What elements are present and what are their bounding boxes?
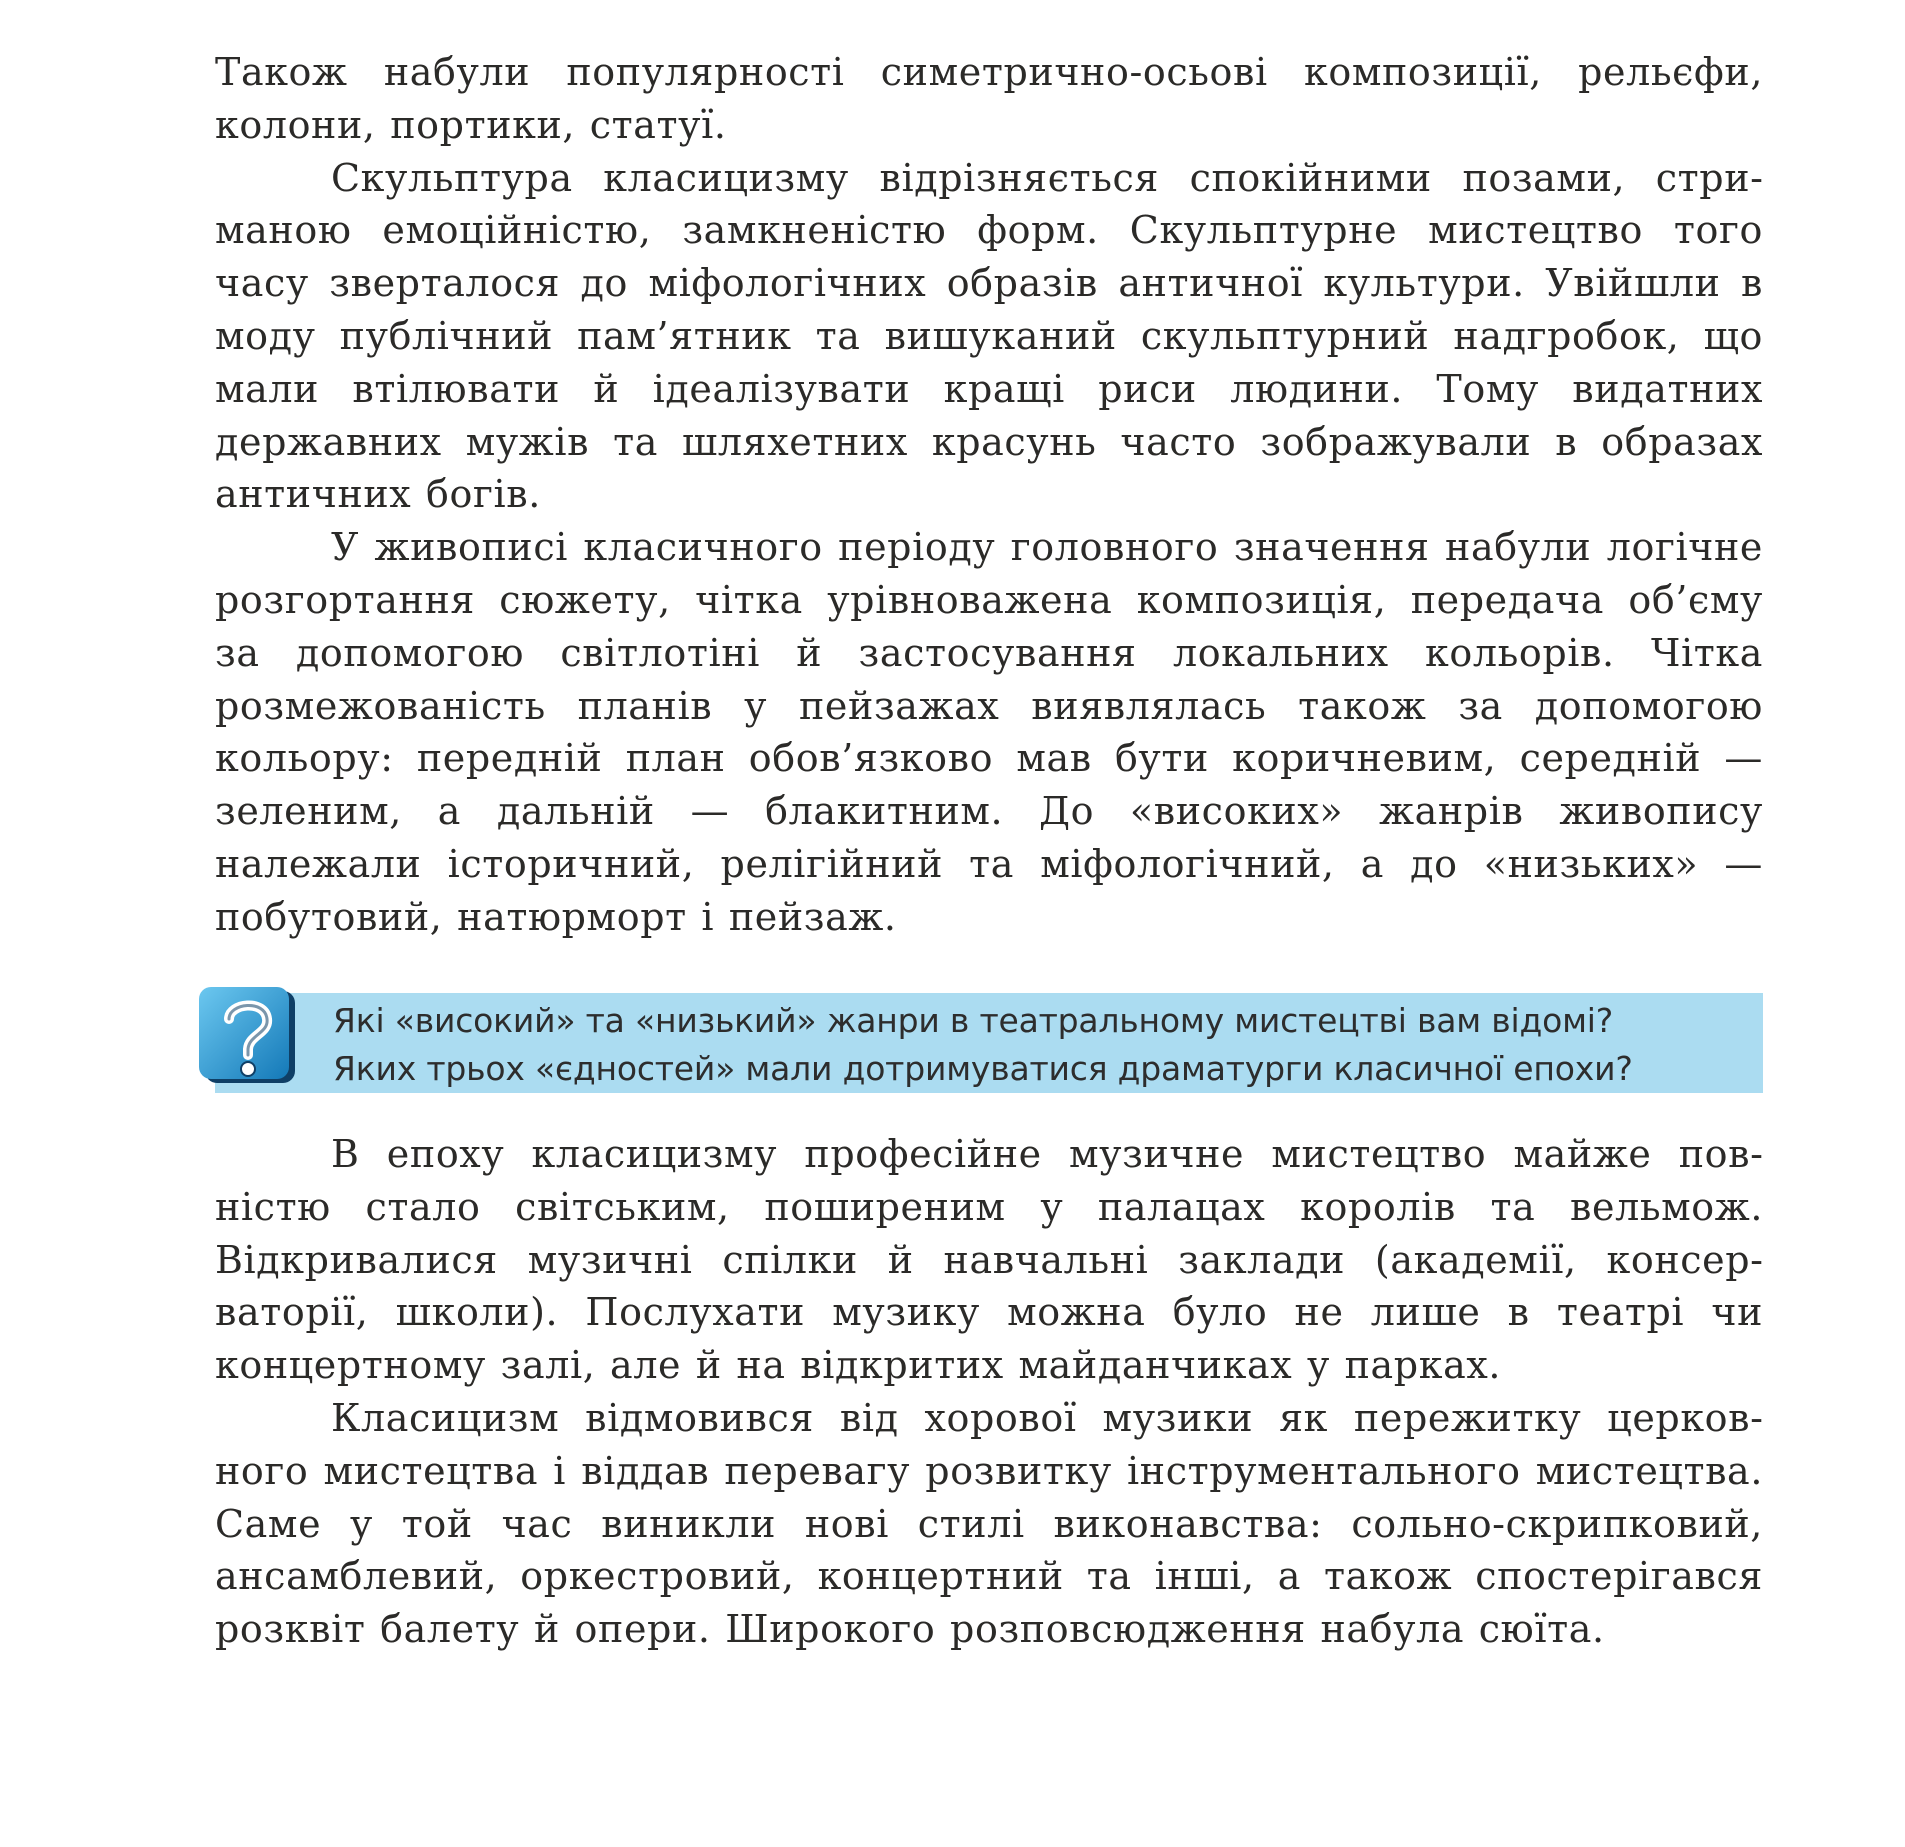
question-box (215, 985, 1763, 1107)
paragraph-sculpture: Скульптура класицизму відрізняється спокійними позами, стриманою емоційністю, замкненістю форм. Скульптурне мистецтво того часу зверталося до міфологічних образів античної культури. Увійшли в моду публічний пам’ятник та вишуканий скульптурний надгробок, що мали втілювати й ідеалізувати кращі риси людини. Тому видатних державних мужів та шляхетних красунь часто зображували в образах античних богів. (215, 155, 1763, 517)
paragraph-architecture: Також набули популярності симетрично-осьові композиції, рельєфи, колони, портики, статуї. (215, 50, 1763, 147)
question-line-genres: Які «високий» та «низький» жанри в театральному мистецтві вам відомі? (333, 1001, 1614, 1040)
paragraph-music: В епоху класицизму професійне музичне мистецтво майже повністю стало світським, поширеним у палацах королів та вельмож. Відкривалися музичні спілки й навчальні заклади (академії, консерваторії, школи). Послухати музику можна було не лише в театрі чи концертному залі, але й на відкритих майданчиках у парках. (215, 1132, 1763, 1388)
question-text (333, 997, 1753, 1093)
paragraph-instrumental: Класицизм відмовився від хорової музики як пережитку церковного мистецтва і віддав перевагу розвитку інструментального мистецтва. Саме у той час виникли нові стилі виконавства: сольно-скрипковий, ансамблевий, оркестровий, концертний та інші, а також спостерігався розквіт балету й опери. Широкого розповсюдження набула сюїта. (215, 1395, 1763, 1652)
paragraph-painting: У живописі класичного періоду головного значення набули логічне розгортання сюжету, чітка урівноважена композиція, передача об’єму за допомогою світлотіні й застосування локальних кольорів. Чітка розмежованість планів у пейзажах виявлялась також за допомогою кольору: передній план обов’язково мав бути коричневим, середній — зеленим, а дальній — блакитним. До «високих» жанрів живопису належали історичний, релігійний та міфологічний, а до «низьких» — побутовий, натюрморт і пейзаж. (215, 525, 1763, 939)
question-line-unities: Яких трьох «єдностей» мали дотримуватися драматурги класичної епохи? (333, 1049, 1633, 1088)
question-mark-icon (193, 985, 301, 1087)
text-block-bottom (215, 1128, 1763, 1656)
text-block-top (215, 46, 1763, 944)
